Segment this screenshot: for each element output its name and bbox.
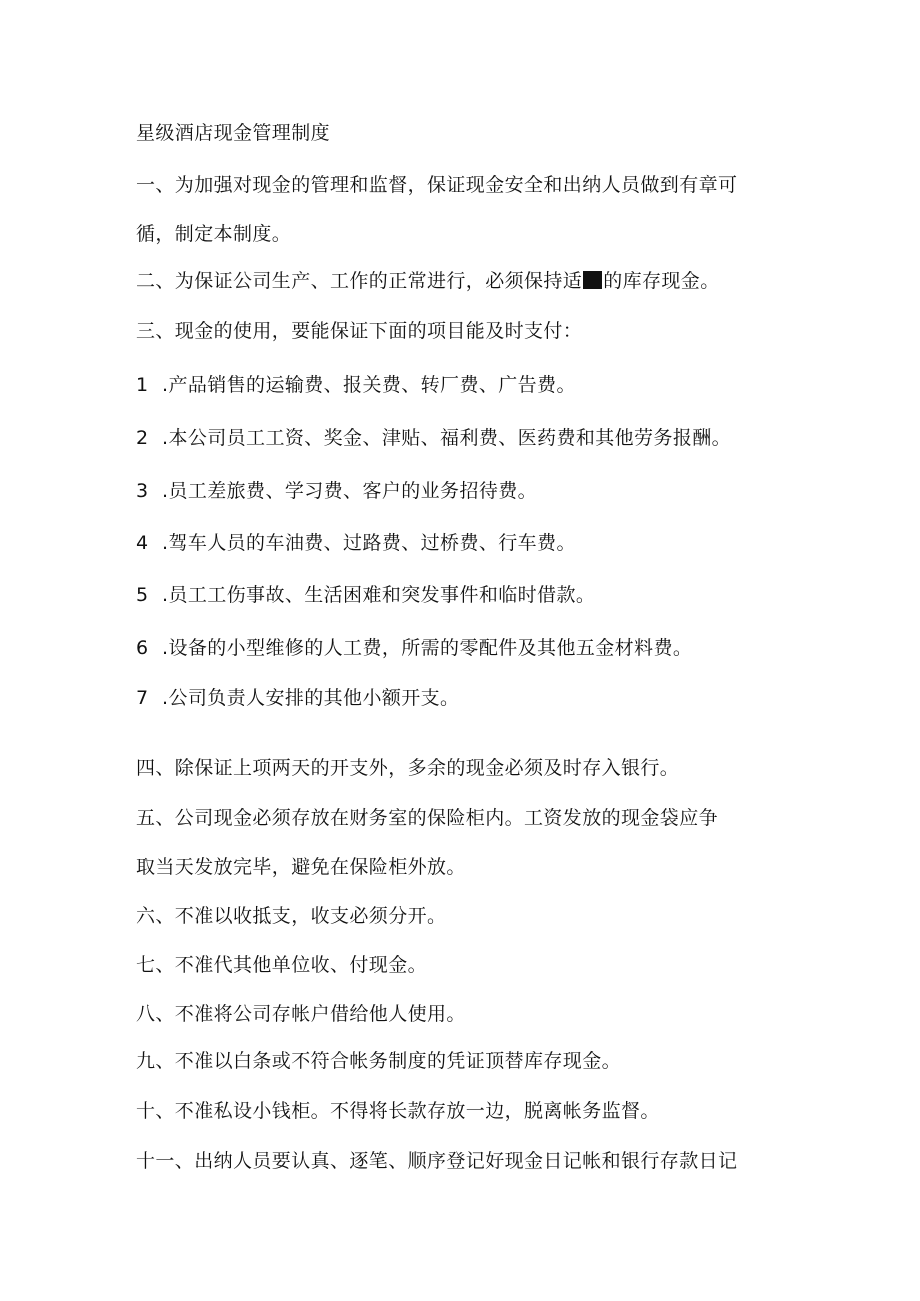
paragraph-2-before: 二、为保证公司生产、工作的正常进行，必须保持适 bbox=[136, 270, 583, 292]
paragraph-9: 九、不准以白条或不符合帐务制度的凭证顶替库存现金。 bbox=[136, 1050, 622, 1072]
list-item-text: .员工差旅费、学习费、客户的业务招待费。 bbox=[162, 480, 538, 502]
list-item-6 bbox=[136, 635, 786, 661]
paragraph-10: 十、不准私设小钱柜。不得将长款存放一边，脱离帐务监督。 bbox=[136, 1100, 660, 1122]
list-item-1 bbox=[136, 372, 786, 398]
list-item-text: .员工工伤事故、生活困难和突发事件和临时借款。 bbox=[162, 584, 596, 606]
list-item-2 bbox=[136, 425, 786, 451]
list-item-number: 5 bbox=[136, 584, 149, 606]
paragraph-5-line-1: 五、公司现金必须存放在财务室的保险柜内。工资发放的现金袋应争 bbox=[136, 807, 719, 829]
list-item-number: 2 bbox=[136, 427, 149, 449]
paragraph-6: 六、不准以收抵支，收支必须分开。 bbox=[136, 905, 447, 927]
list-item-3 bbox=[136, 478, 786, 504]
list-item-text: .本公司员工工资、奖金、津贴、福利费、医药费和其他劳务报酬。 bbox=[162, 427, 732, 449]
document-title: 星级酒店现金管理制度 bbox=[136, 122, 331, 144]
paragraph-8: 八、不准将公司存帐户借给他人使用。 bbox=[136, 1003, 466, 1025]
list-item-5 bbox=[136, 582, 786, 608]
paragraph-7: 七、不准代其他单位收、付现金。 bbox=[136, 954, 428, 976]
list-item-4 bbox=[136, 530, 786, 556]
list-item-text: .产品销售的运输费、报关费、转厂费、广告费。 bbox=[162, 374, 576, 396]
list-item-text: .设备的小型维修的人工费，所需的零配件及其他五金材料费。 bbox=[162, 637, 693, 659]
list-item-number: 4 bbox=[136, 532, 149, 554]
list-item-7 bbox=[136, 685, 786, 711]
paragraph-4: 四、除保证上项两天的开支外，多余的现金必须及时存入银行。 bbox=[136, 757, 680, 779]
redaction-block bbox=[583, 271, 602, 289]
paragraph-5-line-2: 取当天发放完毕，避免在保险柜外放。 bbox=[136, 856, 466, 878]
paragraph-1-line-2: 循，制定本制度。 bbox=[136, 223, 292, 245]
paragraph-11-line-1: 十一、出纳人员要认真、逐笔、顺序登记好现金日记帐和银行存款日记 bbox=[136, 1150, 738, 1172]
paragraph-2-after: 的库存现金。 bbox=[603, 270, 720, 292]
list-item-number: 3 bbox=[136, 480, 149, 502]
list-item-text: .驾车人员的车油费、过路费、过桥费、行车费。 bbox=[162, 532, 576, 554]
list-item-number: 7 bbox=[136, 687, 149, 709]
paragraph-2 bbox=[136, 268, 786, 294]
paragraph-3: 三、现金的使用，要能保证下面的项目能及时支付： bbox=[136, 320, 583, 342]
paragraph-1-line-1: 一、为加强对现金的管理和监督，保证现金安全和出纳人员做到有章可 bbox=[136, 174, 738, 196]
list-item-number: 1 bbox=[136, 374, 149, 396]
list-item-text: .公司负责人安排的其他小额开支。 bbox=[162, 687, 460, 709]
list-item-number: 6 bbox=[136, 637, 149, 659]
